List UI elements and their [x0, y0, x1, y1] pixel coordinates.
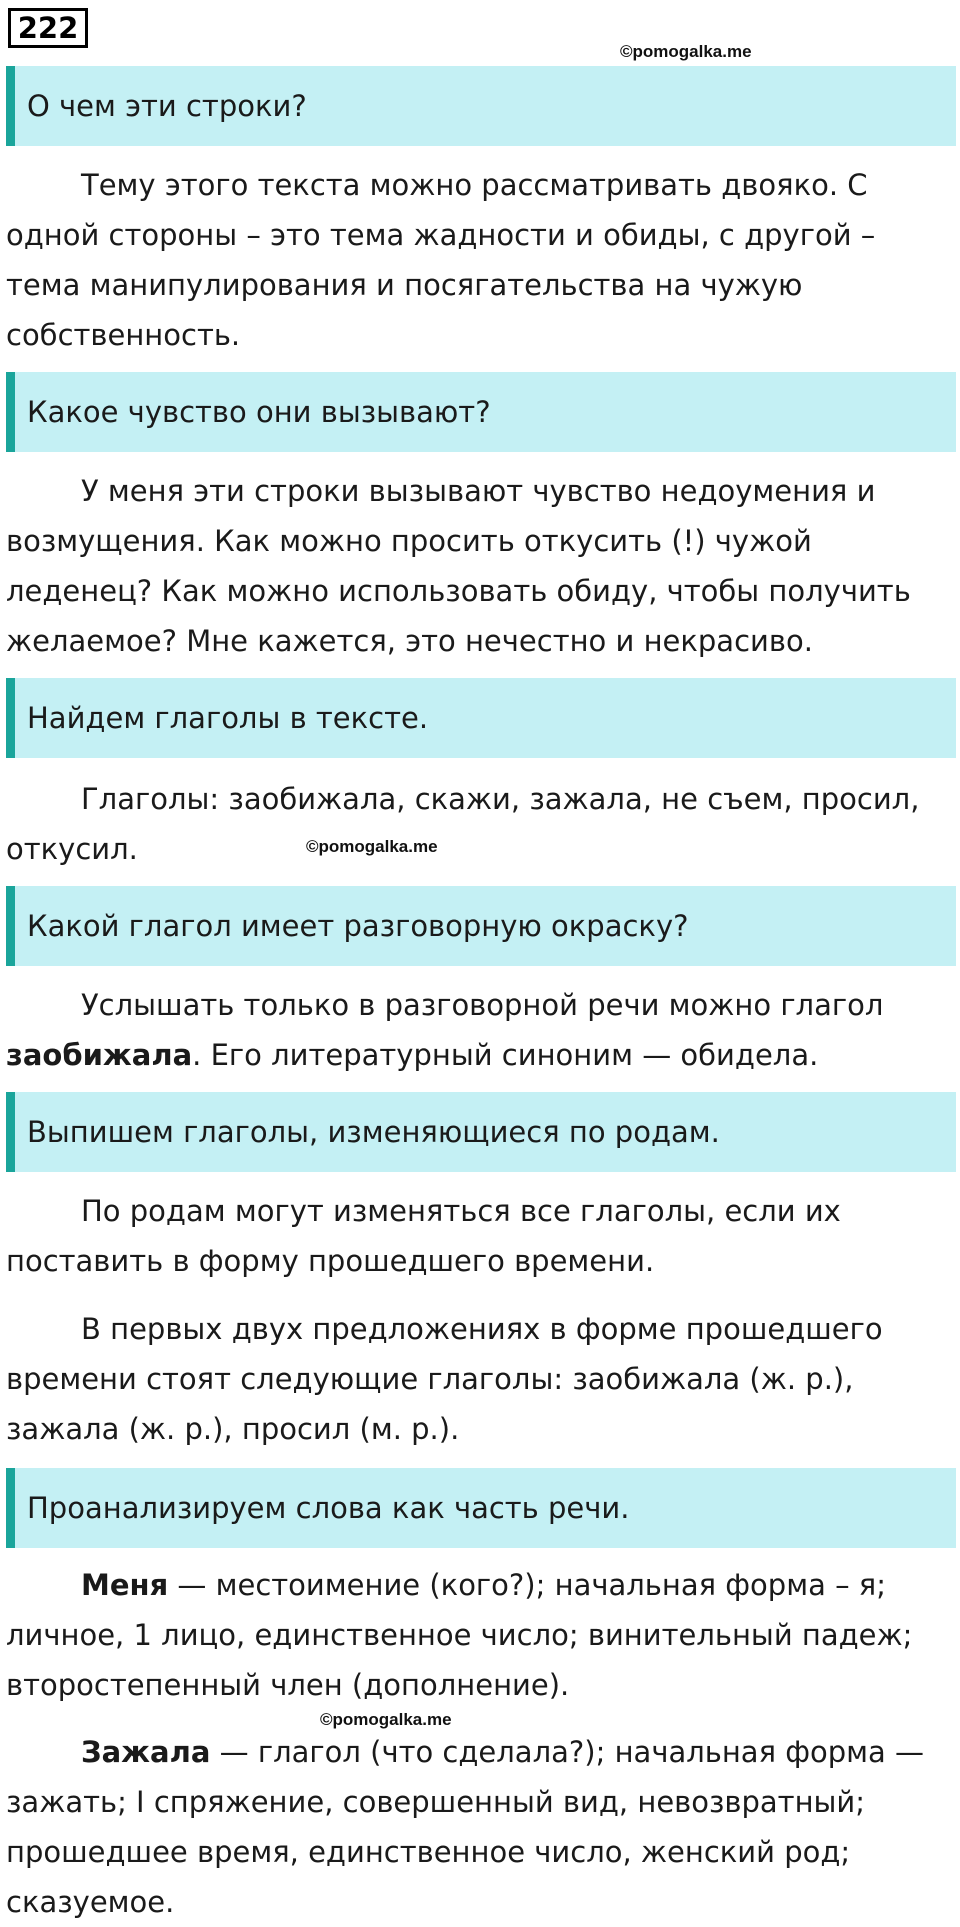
- section-heading: Найдем глаголы в тексте.: [6, 678, 956, 758]
- watermark: ©pomogalka.me: [320, 1710, 452, 1729]
- paragraph-text: Услышать только в разговорной речи можно глагол: [81, 988, 884, 1022]
- paragraph-text: — местоимение (кого?); начальная форма – я; личное, 1 лицо, единственное число; винительный падеж; второстепенный член (дополнение).: [6, 1568, 913, 1702]
- paragraph: [6, 1727, 956, 1927]
- bold-term: Меня: [81, 1568, 169, 1602]
- section-heading: Проанализируем слова как часть речи.: [6, 1468, 956, 1548]
- paragraph: [6, 1560, 956, 1710]
- watermark: ©pomogalka.me: [306, 837, 438, 856]
- bold-term: Зажала: [81, 1735, 211, 1769]
- paragraph: По родам могут изменяться все глаголы, если их поставить в форму прошедшего времени.: [6, 1194, 841, 1278]
- bold-term: заобижала: [6, 1038, 193, 1072]
- paragraph: В первых двух предложениях в форме прошедшего времени стоят следующие глаголы: заобижала (ж. р.), зажала (ж. р.), просил (м. р.).: [6, 1312, 883, 1446]
- section-heading: Выпишем глаголы, изменяющиеся по родам.: [6, 1092, 956, 1172]
- paragraph: Тему этого текста можно рассматривать двояко. С одной стороны – это тема жадности и обиды, с другой – тема манипулирования и посягательства на чужую собственность.: [6, 168, 876, 352]
- paragraph: У меня эти строки вызывают чувство недоумения и возмущения. Как можно просить откусить (!) чужой леденец? Как можно использовать обиду, чтобы получить желаемое? Мне кажется, это нечестно и некрасиво.: [6, 474, 911, 658]
- paragraph-text: . Его литературный синоним — обидела.: [192, 1038, 819, 1072]
- paragraph: Глаголы: заобижала, скажи, зажала, не съем, просил, откусил.: [6, 782, 920, 866]
- section-heading: Какое чувство они вызывают?: [6, 372, 956, 452]
- paragraph-text: — глагол (что сделала?); начальная форма — зажать; I спряжение, совершенный вид, невозвратный; прошедшее время, единственное число, женский род; сказуемое.: [6, 1735, 925, 1919]
- paragraph: [6, 980, 956, 1080]
- exercise-number: 222: [8, 8, 88, 48]
- section-heading: Какой глагол имеет разговорную окраску?: [6, 886, 956, 966]
- section-heading: О чем эти строки?: [6, 66, 956, 146]
- watermark: ©pomogalka.me: [620, 42, 752, 61]
